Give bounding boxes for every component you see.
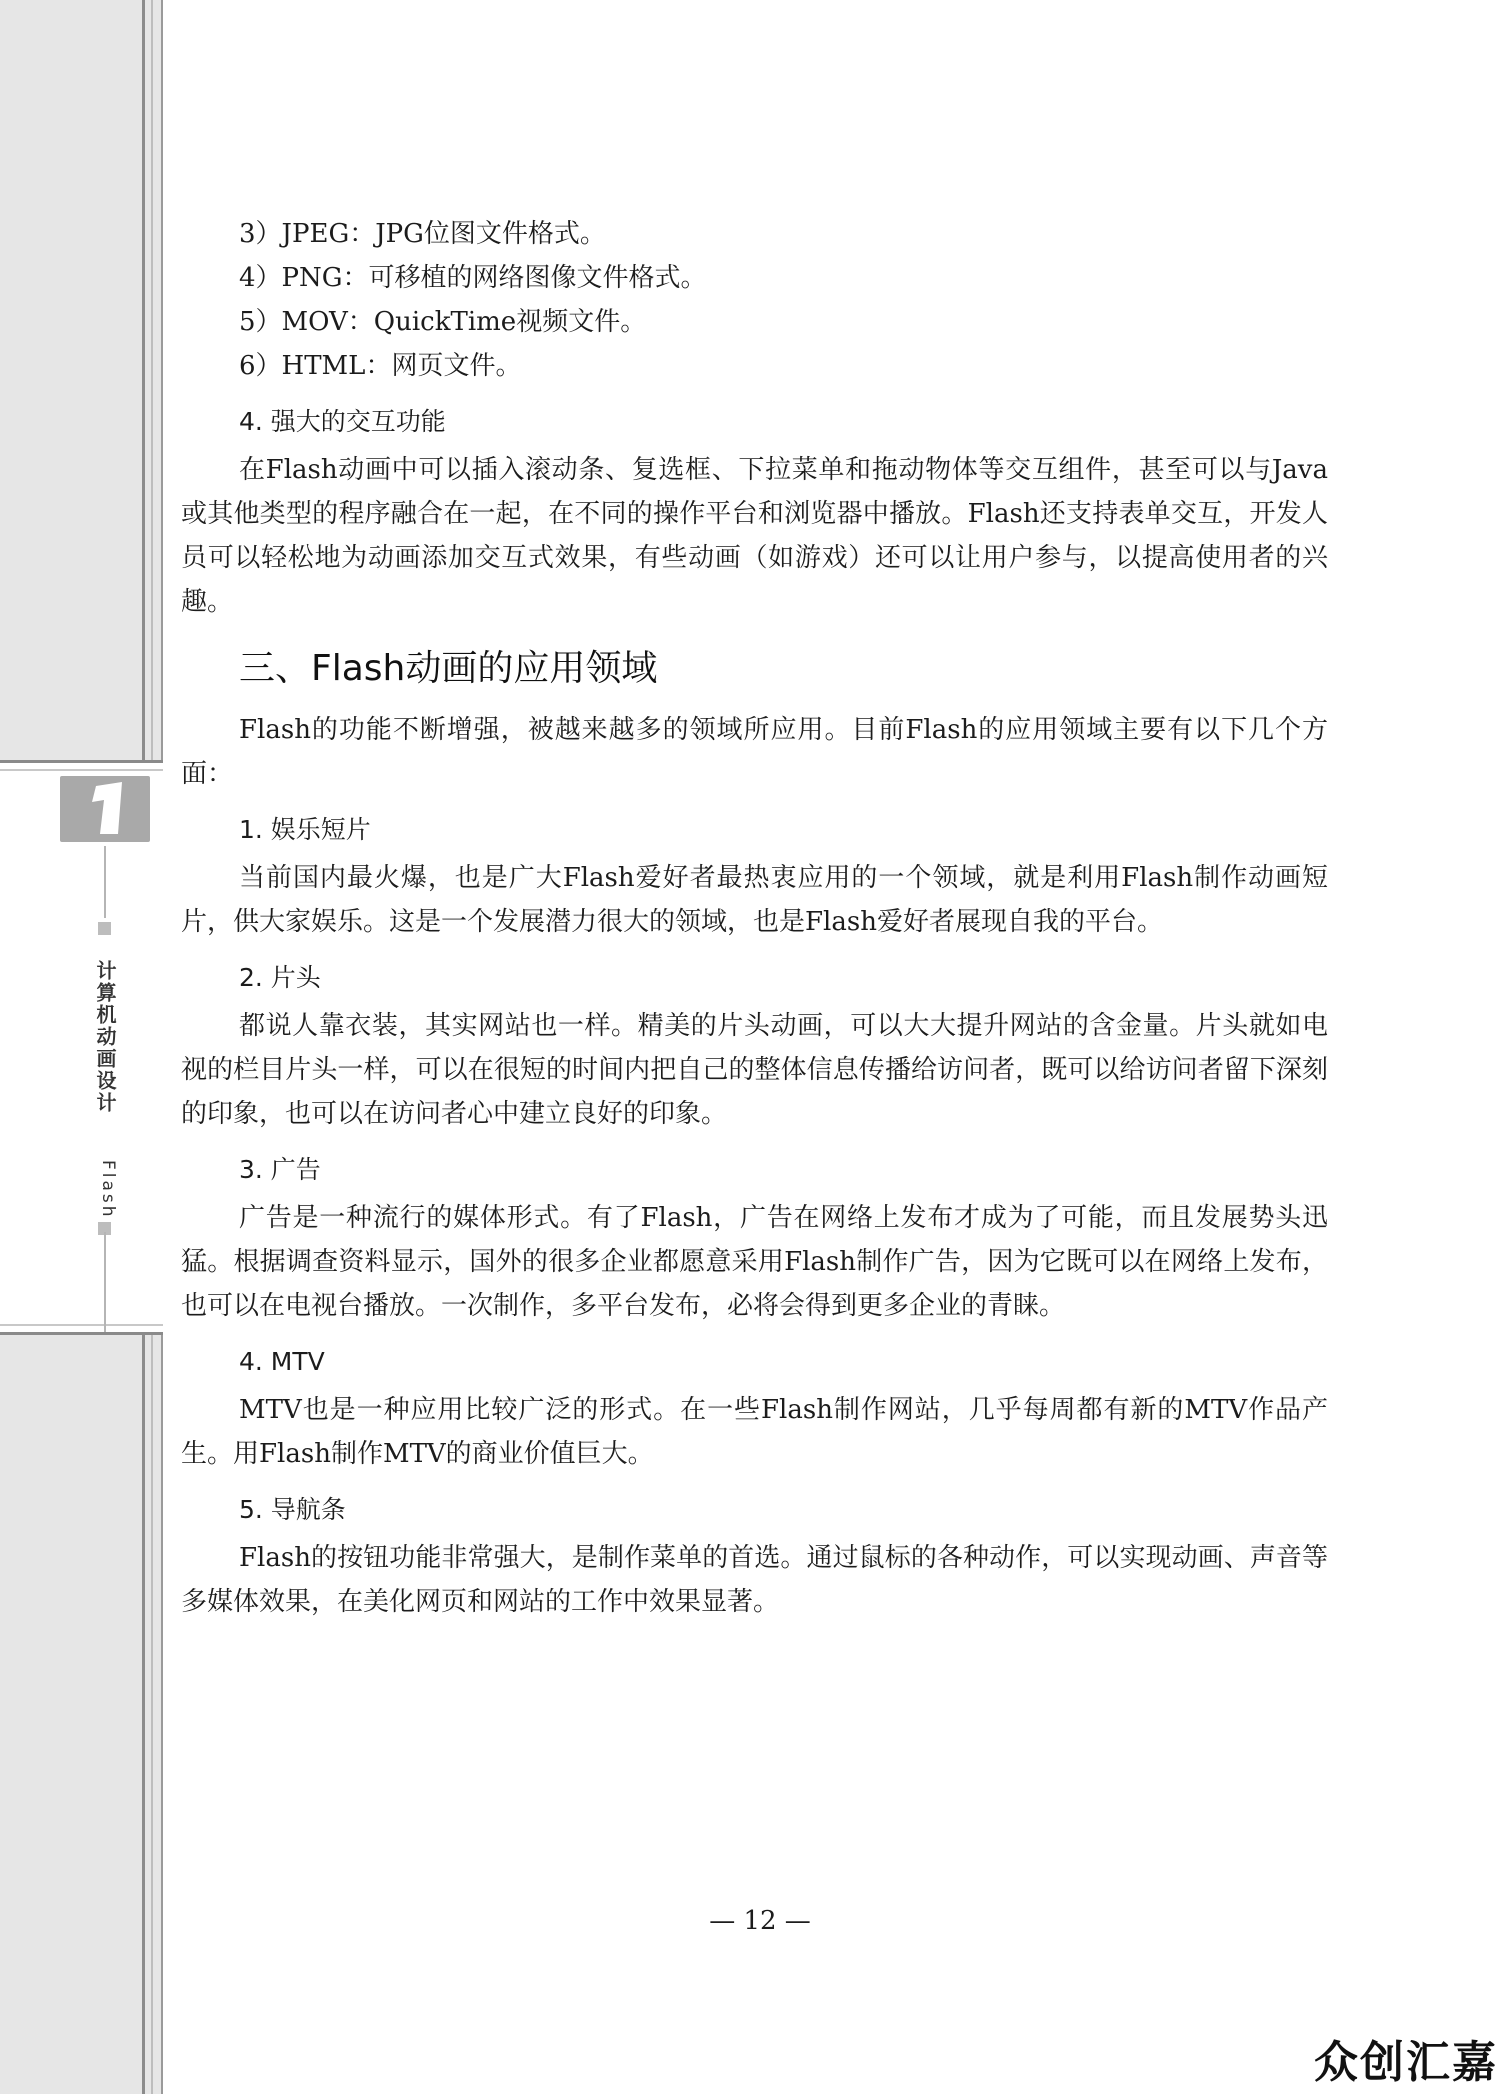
book-title: 计算机动画设计 — [93, 960, 117, 1114]
sidebar-vertical-rule — [104, 846, 106, 918]
list-item: 4）PNG：可移植的网络图像文件格式。 — [239, 263, 707, 293]
subheading-entertainment: 1. 娱乐短片 — [239, 815, 371, 844]
paragraph-entertainment: 当前国内最火爆，也是广大Flash爱好者最热衷应用的一个领域，就是利用Flash制作动画短片，供大家娱乐。这是一个发展潜力很大的领域，也是Flash爱好者展现自我的平台。 — [181, 863, 1328, 937]
list-item: 5）MOV：QuickTime视频文件。 — [239, 307, 647, 337]
panel-divider — [0, 1324, 163, 1326]
section-title: 三、Flash动画的应用领域 — [239, 648, 658, 689]
sidebar-vertical-rule — [104, 1232, 106, 1332]
section-intro: Flash的功能不断增强，被越来越多的领域所应用。目前Flash的应用领域主要有以下几个方面： — [181, 715, 1328, 789]
chapter-number-graphic — [60, 776, 150, 842]
list-item: 6）HTML：网页文件。 — [239, 351, 522, 381]
paragraph-navigation: Flash的按钮功能非常强大，是制作菜单的首选。通过鼠标的各种动作，可以实现动画、声音等多媒体效果，在美化网页和网站的工作中效果显著。 — [181, 1543, 1328, 1617]
paragraph-advertising: 广告是一种流行的媒体形式。有了Flash，广告在网络上发布才成为了可能，而且发展势头迅猛。根据调查资料显示，国外的很多企业都愿意采用Flash制作广告，因为它既可以在网络上发布，也可以在电视台播放。一次制作，多平台发布，必将会得到更多企业的青睐。 — [181, 1203, 1328, 1321]
subheading-interactive: 4. 强大的交互功能 — [239, 407, 446, 436]
subheading-intro-animation: 2. 片头 — [239, 963, 321, 992]
paragraph-interactive: 在Flash动画中可以插入滚动条、复选框、下拉菜单和拖动物体等交互组件，甚至可以与Java或其他类型的程序融合在一起，在不同的操作平台和浏览器中播放。Flash还支持表单交互，开发人员可以轻松地为动画添加交互式效果，有些动画（如游戏）还可以让用户参与，以提高使用者的兴趣。 — [181, 455, 1328, 617]
panel-divider — [0, 769, 163, 771]
paragraph-intro-animation: 都说人靠衣装，其实网站也一样。精美的片头动画，可以大大提升网站的含金量。片头就如电视的栏目片头一样，可以在很短的时间内把自己的整体信息传播给访问者，既可以给访问者留下深刻的印象，也可以在访问者心中建立良好的印象。 — [181, 1011, 1328, 1129]
page-number: — 12 — — [709, 1906, 811, 1936]
page-content — [181, 212, 1328, 1624]
chapter-panel — [0, 760, 163, 1335]
subheading-advertising: 3. 广告 — [239, 1155, 321, 1184]
paragraph-mtv: MTV也是一种应用比较广泛的形式。在一些Flash制作网站，几乎每周都有新的MTV作品产生。用Flash制作MTV的商业价值巨大。 — [181, 1395, 1328, 1469]
sidebar-square-marker — [98, 922, 111, 935]
sidebar — [0, 0, 163, 2094]
subheading-mtv: 4. MTV — [239, 1347, 325, 1376]
watermark-logo: 众创汇嘉 — [1314, 2037, 1498, 2088]
chapter-number-badge — [60, 776, 150, 842]
book-subtitle: Flash — [98, 1160, 118, 1220]
subheading-navigation: 5. 导航条 — [239, 1495, 346, 1524]
list-item: 3）JPEG：JPG位图文件格式。 — [239, 219, 606, 249]
